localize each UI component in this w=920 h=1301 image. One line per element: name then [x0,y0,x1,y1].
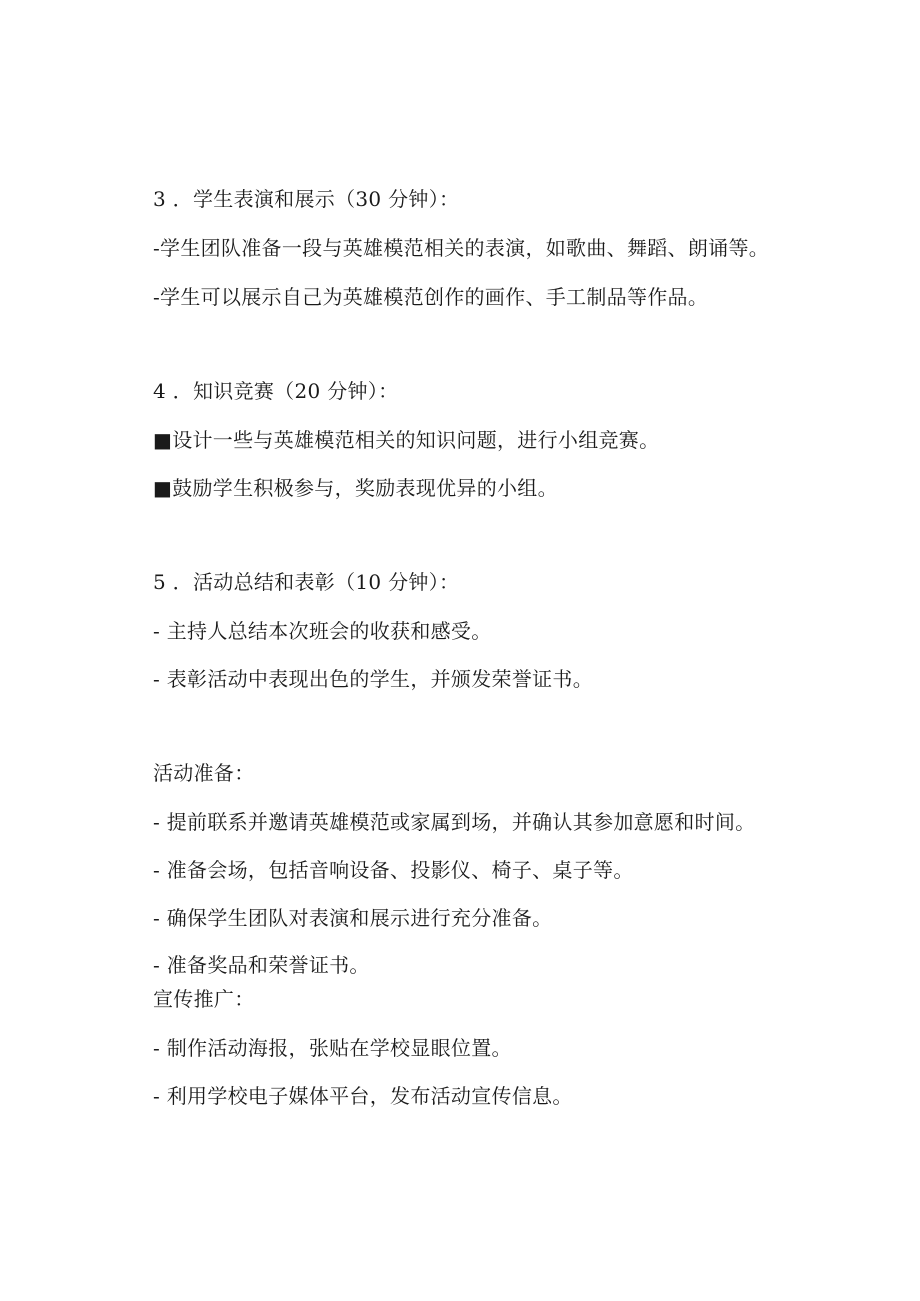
section-4-item-1: ■设计一些与英雄模范相关的知识问题，进行小组竞赛。 [153,428,660,452]
section-3-item-1: -学生团队准备一段与英雄模范相关的表演，如歌曲、舞蹈、朗诵等。 [153,236,770,260]
preparation-item-3: - 确保学生团队对表演和展示进行充分准备。 [153,906,553,930]
preparation-heading: 活动准备： [153,761,255,785]
promotion-item-2: - 利用学校电子媒体平台，发布活动宣传信息。 [153,1084,573,1108]
section-3-item-2: -学生可以展示自己为英雄模范创作的画作、手工制品等作品。 [153,285,709,309]
section-4-item-2: ■鼓励学生积极参与，奖励表现优异的小组。 [153,476,558,500]
section-3-heading: 3 ．学生表演和展示（30 分钟）： [153,187,460,211]
preparation-item-4: - 准备奖品和荣誉证书。 [153,953,370,977]
section-5-item-1: - 主持人总结本次班会的收获和感受。 [153,619,492,643]
section-4-heading: 4 ．知识竞赛（20 分钟）： [153,379,399,403]
preparation-item-2: - 准备会场，包括音响设备、投影仪、椅子、桌子等。 [153,858,634,882]
promotion-heading: 宣传推广： [153,987,255,1011]
promotion-item-1: - 制作活动海报，张贴在学校显眼位置。 [153,1036,512,1060]
section-5-heading: 5 ．活动总结和表彰（10 分钟）： [153,570,460,594]
preparation-item-1: - 提前联系并邀请英雄模范或家属到场，并确认其参加意愿和时间。 [153,810,756,834]
section-5-item-2: - 表彰活动中表现出色的学生，并颁发荣誉证书。 [153,667,594,691]
